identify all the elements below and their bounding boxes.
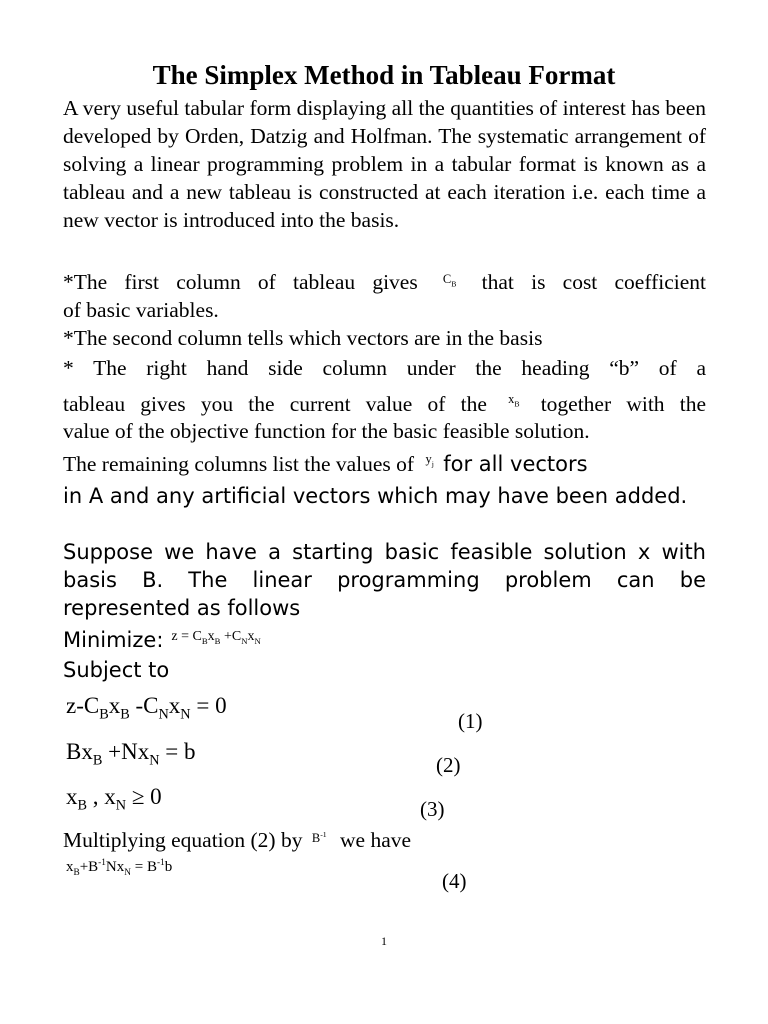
remaining-columns-cont: in A and any artificial vectors which may have been added.: [63, 484, 688, 508]
equation-1-number: (1): [458, 709, 483, 733]
bullet-rhs-column: * The right hand side column under the heading “b” of a: [63, 356, 706, 380]
equation-2: $Bx_B +Nx_N = b$: [66, 739, 196, 769]
equation-2-number: (2): [436, 753, 461, 777]
cb-symbol: CB: [442, 272, 457, 289]
page-number: 1: [381, 934, 387, 948]
multiply-line: Multiplying equation (2) by $^{B^{-1}}$ we have: [63, 828, 412, 852]
minimize-line: Minimize: $z = C_Bx_B +C_Nx_N$: [63, 628, 261, 652]
equation-3: $x_B$ , $x_N \ge 0$: [66, 784, 162, 814]
intro-paragraph: A very useful tabular form displaying all the quantities of interest has been developed by Orden, Datzig and Holfman. The systematic arrangement of solving a linear programming problem in a tabular format is known as a tableau and a new tableau is constructed at each iteration i.e. each time a new vector is introduced into the basis.: [63, 96, 706, 232]
equation-4-number: (4): [442, 869, 467, 893]
bullet-rhs-column-cont: tableau gives you the current value of the $^{x_B}$ together with the: [63, 392, 706, 416]
equation-1: $z-C_Bx_B$ $-C_Nx_N = 0$: [66, 693, 227, 723]
xb-symbol: xB: [508, 392, 520, 409]
remaining-columns-line: The remaining columns list the values of $^{y_j}$ for all vectors: [63, 452, 588, 476]
yj-symbol: yj: [425, 452, 434, 469]
bullet-first-column-cont: of basic variables.: [63, 298, 219, 322]
bullet-first-column: *The first column of tableau gives $^{C_B}$ that is cost coefficient: [63, 270, 707, 294]
equation-3-number: (3): [420, 797, 445, 821]
suppose-paragraph: Suppose we have a starting basic feasible solution x with basis B. The linear programming problem can be represented as follows: [63, 540, 706, 620]
b-inverse-symbol: B-1: [311, 829, 327, 845]
equation-4: $x_B+B^{-1}Nx_N = B^{-1}b$: [66, 858, 173, 878]
subject-to-label: Subject to: [63, 658, 170, 682]
objective-function: $z = C_Bx_B +C_Nx_N$: [171, 629, 261, 646]
page-title: The Simplex Method in Tableau Format: [152, 60, 616, 90]
bullet-second-column: *The second column tells which vectors are in the basis: [63, 326, 543, 350]
bullet-rhs-column-end: value of the objective function for the basic feasible solution.: [63, 419, 590, 443]
